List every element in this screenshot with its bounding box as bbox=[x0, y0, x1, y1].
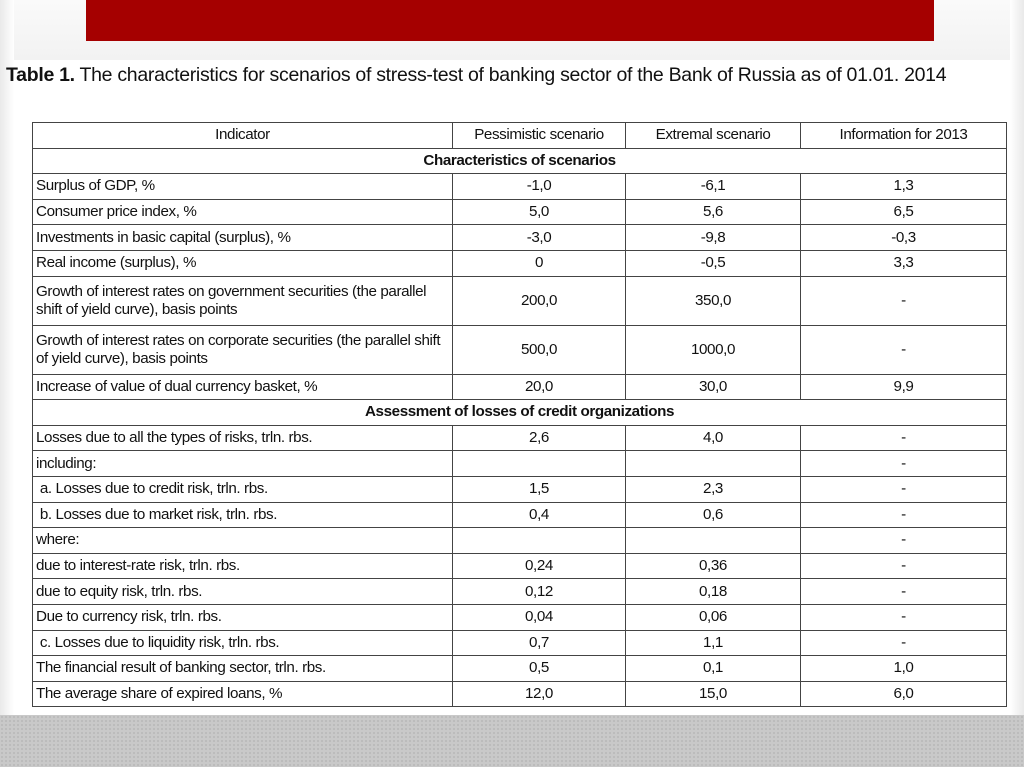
pessimistic-cell: 0,04 bbox=[453, 604, 626, 630]
extremal-cell: 0,36 bbox=[626, 553, 801, 579]
info-2013-cell: - bbox=[801, 528, 1007, 554]
info-2013-cell: 1,0 bbox=[801, 656, 1007, 682]
section-title-assessment: Assessment of losses of credit organizations bbox=[33, 400, 1007, 426]
indicator-cell: c. Losses due to liquidity risk, trln. rbs. bbox=[33, 630, 453, 656]
header-info-2013: Information for 2013 bbox=[801, 123, 1007, 149]
indicator-cell: Increase of value of dual currency basket, % bbox=[33, 374, 453, 400]
table-row bbox=[33, 199, 1007, 225]
table-row bbox=[33, 451, 1007, 477]
table-caption bbox=[6, 64, 1016, 87]
indicator-cell: due to interest-rate risk, trln. rbs. bbox=[33, 553, 453, 579]
info-2013-cell: - bbox=[801, 502, 1007, 528]
info-2013-cell: 1,3 bbox=[801, 174, 1007, 200]
indicator-cell: including: bbox=[33, 451, 453, 477]
table-row bbox=[33, 528, 1007, 554]
extremal-cell bbox=[626, 528, 801, 554]
extremal-cell bbox=[626, 451, 801, 477]
extremal-cell: 2,3 bbox=[626, 476, 801, 502]
section-row-characteristics bbox=[33, 148, 1007, 174]
pessimistic-cell: 0,4 bbox=[453, 502, 626, 528]
info-2013-cell: 6,5 bbox=[801, 199, 1007, 225]
extremal-cell: 1,1 bbox=[626, 630, 801, 656]
indicator-cell: Growth of interest rates on government securities (the parallel shift of yield curve), basis points bbox=[33, 276, 453, 325]
info-2013-cell: 9,9 bbox=[801, 374, 1007, 400]
info-2013-cell: 6,0 bbox=[801, 681, 1007, 707]
info-2013-cell: - bbox=[801, 276, 1007, 325]
header-row bbox=[33, 123, 1007, 149]
pessimistic-cell: 0 bbox=[453, 250, 626, 276]
indicator-cell: The average share of expired loans, % bbox=[33, 681, 453, 707]
extremal-cell: 0,06 bbox=[626, 604, 801, 630]
pessimistic-cell: 12,0 bbox=[453, 681, 626, 707]
indicator-cell: Investments in basic capital (surplus), % bbox=[33, 225, 453, 251]
indicator-cell: The financial result of banking sector, trln. rbs. bbox=[33, 656, 453, 682]
extremal-cell: -6,1 bbox=[626, 174, 801, 200]
section-title-characteristics: Characteristics of scenarios bbox=[33, 148, 1007, 174]
indicator-cell: Surplus of GDP, % bbox=[33, 174, 453, 200]
table-row bbox=[33, 681, 1007, 707]
extremal-cell: 30,0 bbox=[626, 374, 801, 400]
title-bar bbox=[86, 0, 934, 41]
pessimistic-cell bbox=[453, 451, 626, 477]
indicator-cell: b. Losses due to market risk, trln. rbs. bbox=[33, 502, 453, 528]
table-row bbox=[33, 425, 1007, 451]
pessimistic-cell: 500,0 bbox=[453, 325, 626, 374]
footer-texture bbox=[0, 715, 1024, 767]
pessimistic-cell: 20,0 bbox=[453, 374, 626, 400]
table-row bbox=[33, 325, 1007, 374]
info-2013-cell: - bbox=[801, 579, 1007, 605]
stress-test-table bbox=[32, 122, 1007, 707]
indicator-cell: a. Losses due to credit risk, trln. rbs. bbox=[33, 476, 453, 502]
table-row bbox=[33, 553, 1007, 579]
extremal-cell: 1000,0 bbox=[626, 325, 801, 374]
info-2013-cell: - bbox=[801, 476, 1007, 502]
pessimistic-cell: 200,0 bbox=[453, 276, 626, 325]
extremal-cell: 0,1 bbox=[626, 656, 801, 682]
extremal-cell: -9,8 bbox=[626, 225, 801, 251]
extremal-cell: 4,0 bbox=[626, 425, 801, 451]
pessimistic-cell: 0,24 bbox=[453, 553, 626, 579]
indicator-cell: Real income (surplus), % bbox=[33, 250, 453, 276]
indicator-cell: Growth of interest rates on corporate securities (the parallel shift of yield curve), basis points bbox=[33, 325, 453, 374]
table-row bbox=[33, 476, 1007, 502]
info-2013-cell: - bbox=[801, 630, 1007, 656]
info-2013-cell: - bbox=[801, 325, 1007, 374]
extremal-cell: 15,0 bbox=[626, 681, 801, 707]
extremal-cell: 5,6 bbox=[626, 199, 801, 225]
table-row bbox=[33, 656, 1007, 682]
header-indicator: Indicator bbox=[33, 123, 453, 149]
pessimistic-cell: 5,0 bbox=[453, 199, 626, 225]
info-2013-cell: - bbox=[801, 425, 1007, 451]
pessimistic-cell: 2,6 bbox=[453, 425, 626, 451]
pessimistic-cell: 0,7 bbox=[453, 630, 626, 656]
info-2013-cell: 3,3 bbox=[801, 250, 1007, 276]
indicator-cell: Due to currency risk, trln. rbs. bbox=[33, 604, 453, 630]
pessimistic-cell: 1,5 bbox=[453, 476, 626, 502]
table-row bbox=[33, 174, 1007, 200]
pessimistic-cell bbox=[453, 528, 626, 554]
pessimistic-cell: 0,12 bbox=[453, 579, 626, 605]
header-extremal: Extremal scenario bbox=[626, 123, 801, 149]
header-pessimistic: Pessimistic scenario bbox=[453, 123, 626, 149]
indicator-cell: Consumer price index, % bbox=[33, 199, 453, 225]
indicator-cell: Losses due to all the types of risks, trln. rbs. bbox=[33, 425, 453, 451]
caption-label: Table 1. bbox=[6, 64, 75, 86]
table-row bbox=[33, 374, 1007, 400]
slide-shadow-right bbox=[1010, 0, 1024, 715]
table-row bbox=[33, 579, 1007, 605]
table-row bbox=[33, 502, 1007, 528]
extremal-cell: 0,18 bbox=[626, 579, 801, 605]
table-row bbox=[33, 225, 1007, 251]
table-row bbox=[33, 250, 1007, 276]
section-row-assessment bbox=[33, 400, 1007, 426]
pessimistic-cell: 0,5 bbox=[453, 656, 626, 682]
pessimistic-cell: -1,0 bbox=[453, 174, 626, 200]
table-row bbox=[33, 630, 1007, 656]
extremal-cell: 350,0 bbox=[626, 276, 801, 325]
info-2013-cell: - bbox=[801, 604, 1007, 630]
pessimistic-cell: -3,0 bbox=[453, 225, 626, 251]
info-2013-cell: - bbox=[801, 553, 1007, 579]
info-2013-cell: -0,3 bbox=[801, 225, 1007, 251]
extremal-cell: 0,6 bbox=[626, 502, 801, 528]
extremal-cell: -0,5 bbox=[626, 250, 801, 276]
indicator-cell: where: bbox=[33, 528, 453, 554]
slide-shadow-left bbox=[0, 0, 14, 715]
caption-text: The characteristics for scenarios of stress-test of banking sector of the Bank of Russia as of 01.01. 2014 bbox=[74, 64, 947, 86]
info-2013-cell: - bbox=[801, 451, 1007, 477]
table-row bbox=[33, 604, 1007, 630]
indicator-cell: due to equity risk, trln. rbs. bbox=[33, 579, 453, 605]
table-row bbox=[33, 276, 1007, 325]
